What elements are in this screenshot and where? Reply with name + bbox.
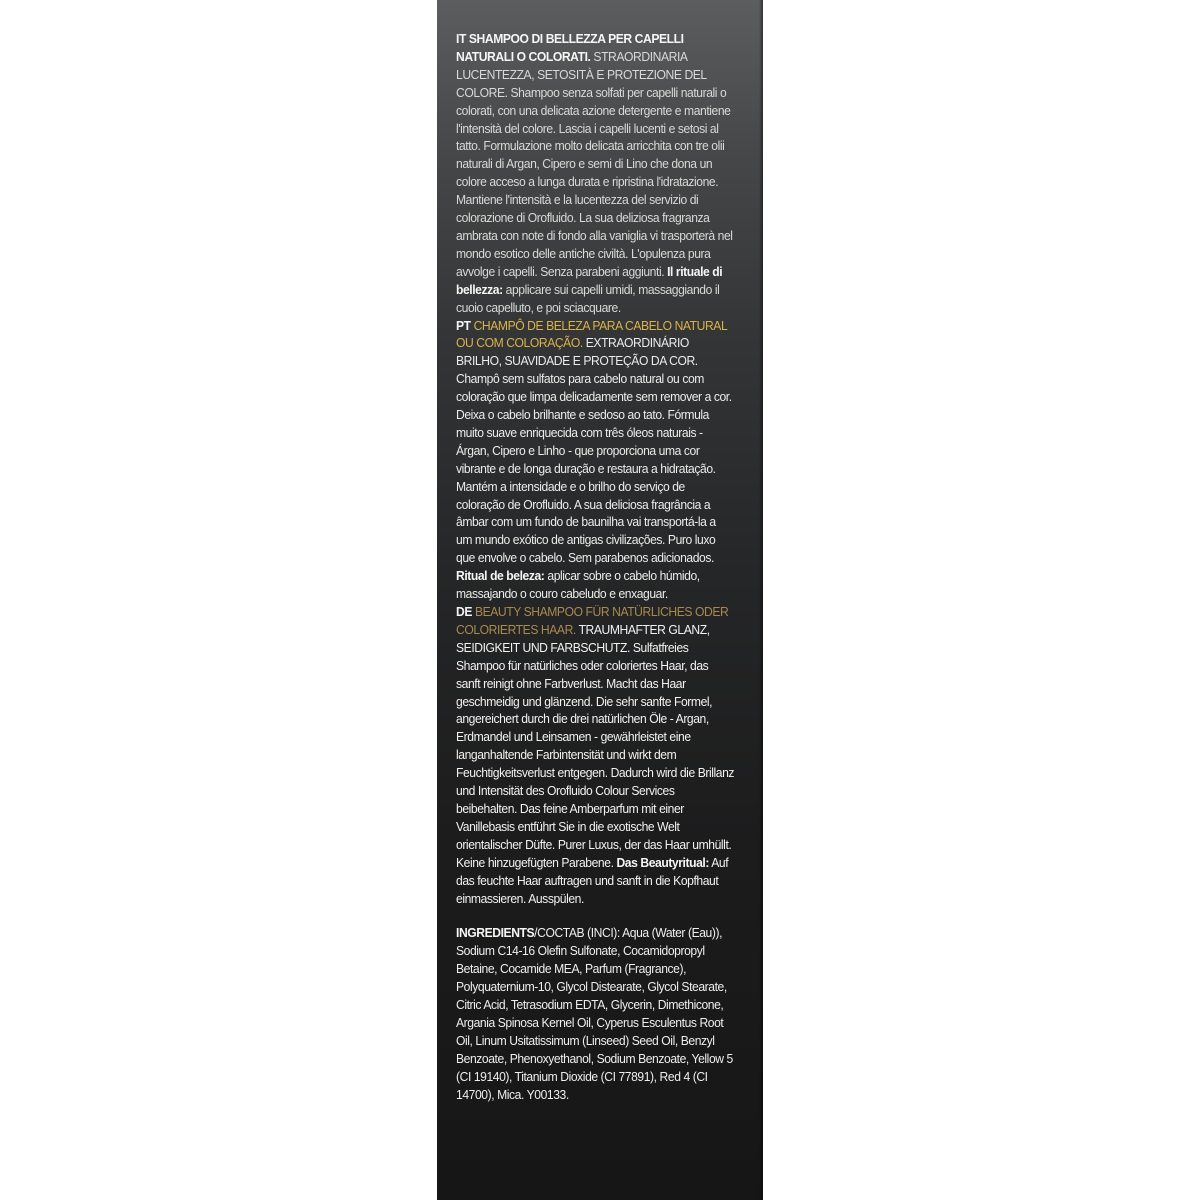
lang-code-de: DE: [456, 604, 472, 619]
section-italian: [456, 30, 734, 317]
box-edge-shadow: [759, 0, 763, 1200]
section-portuguese: [456, 317, 734, 604]
ingredients-text: /COCTAB (INCI): Aqua (Water (Eau)), Sodium C14-16 Olefin Sulfonate, Cocamidopropyl Betaine, Cocamide MEA, Parfum (Fragrance), Polyquaternium-10, Glycol Distearate, Glycol Stearate, Citric Acid, Tetrasodium EDTA, Glycerin, Dimethicone, Argania Spinosa Kernel Oil, Cyperus Esculentus Root Oil, Linum Usitatissimum (Linseed) Seed Oil, Benzyl Benzoate, Phenoxyethanol, Sodium Benzoate, Yellow 5 (CI 19140), Titanium Dioxide (CI 77891), Red 4 (CI 14700), Mica. Y00133.: [456, 925, 733, 1102]
ritual-label-de: Das Beautyritual:: [616, 854, 709, 870]
body-pt: EXTRAORDINÁRIO BRILHO, SUAVIDADE E PROTEÇÃO DA COR. Champô sem sulfatos para cabelo natural ou com coloração que limpa delicadamente sem remover a cor. Deixa o cabelo brilhante e sedoso ao tato. Fórmula muito suave enriquecida com três óleos naturais - Árgan, Cipero e Linho - que proporciona uma cor vibrante e de longa duração e restaura a hidratação. Mantém a intensidade e o brilho do serviço de coloração de Orofluido. A sua deliciosa fragrância a âmbar com um fundo de baunilha vai transportá-la a um mundo exótico de antigas civilizações. Puro luxo que envolve o cabelo. Sem parabenos adicionados.: [456, 335, 732, 566]
ritual-label-it: Il rituale di bellezza:: [456, 263, 723, 297]
ingredients-label: INGREDIENTS: [456, 925, 535, 941]
ritual-label-pt: Ritual de beleza:: [456, 568, 545, 584]
heading-de: BEAUTY SHAMPOO FÜR NATÜRLICHES ODER COLORIERTES HAAR.: [456, 604, 729, 637]
ritual-text-de: Auf das feuchte Haar auftragen und sanft in die Kopfhaut einmassieren. Ausspülen.: [456, 854, 729, 906]
label-text-block: [456, 30, 734, 1103]
body-it: STRAORDINARIA LUCENTEZZA, SETOSITÀ E PROTEZIONE DEL COLORE. Shampoo senza solfati per capelli naturali o colorati, con una delicata azione detergente e mantiene l'intensità del colore. Lascia i capelli lucenti e setosi al tatto. Formulazione molto delicata arricchita con tre olii naturali di Argan, Cipero e semi di Lino che dona un colore acceso a lunga durata e ripristina l'idratazione. Mantiene l'intensità e la lucentezza del servizio di colorazione di Orofluido. La sua deliziosa fragranza ambrata con note di fondo alla vaniglia vi trasporterà nel mondo esotico delle antiche civiltà. L'opulenza pura avvolge i capelli. Senza parabeni aggiunti.: [456, 48, 733, 279]
ingredients-list: [456, 924, 734, 1103]
body-de: TRAUMHAFTER GLANZ, SEIDIGKEIT UND FARBSCHUTZ. Sulfatfreies Shampoo für natürliches oder coloriertes Haar, das sanft reinigt ohne Farbverlust. Macht das Haar geschmeidig und glänzend. Die sehr sanfte Formel, angereichert durch die drei natürlichen Öle - Argan, Erdmandel und Leinsamen - gewährleistet eine langanhaltende Farbintensität und wirkt dem Feuchtigkeitsverlust entgegen. Dadurch wird die Brillanz und Intensität des Orofluido Colour Services beibehalten. Das feine Amberparfum mit einer Vanillebasis entführt Sie in die exotische Welt orientalischer Düfte. Purer Luxus, der das Haar umhüllt. Keine hinzugefügten Parabene.: [456, 621, 735, 870]
lang-code-pt: PT: [456, 317, 471, 333]
heading-pt: CHAMPÔ DE BELEZA PARA CABELO NATURAL OU COM COLORAÇÃO.: [456, 317, 727, 351]
ritual-text-pt: aplicar sobre o cabelo húmido, massajando o couro cabeludo e enxaguar.: [456, 568, 700, 602]
lang-code-it: IT: [456, 31, 466, 46]
section-german: [456, 603, 734, 907]
ritual-text-it: applicare sui capelli umidi, massaggiando il cuoio capelluto, e poi sciacquare.: [456, 281, 720, 315]
heading-it: SHAMPOO DI BELLEZZA PER CAPELLI NATURALI O COLORATI.: [456, 31, 684, 64]
